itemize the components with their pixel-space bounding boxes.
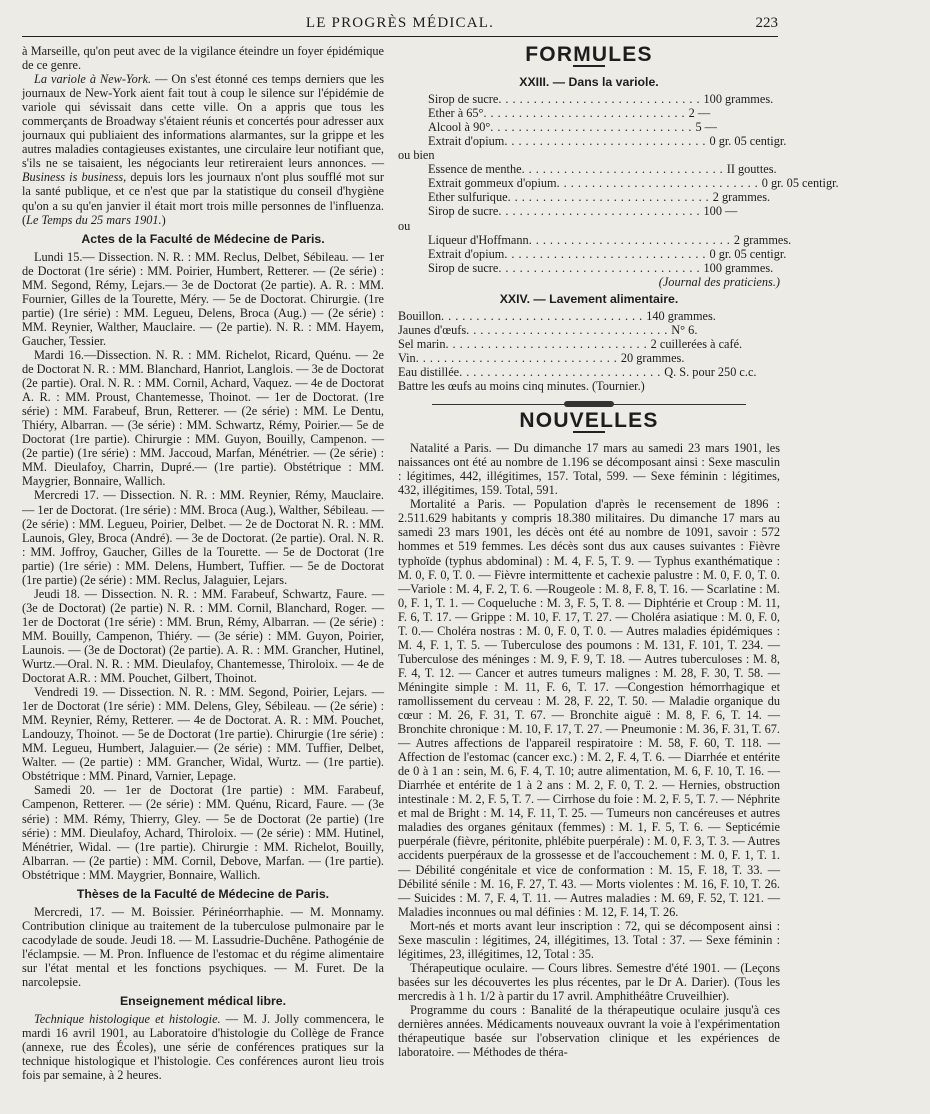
variole-text2: depuis lors les journaux n'ont plus soufflé mot sur la santé publique, et ce n'est que par la statistique du conseil d'hygiène qu'on a su qu'en janvier il était mort trois mille personnes de l'influenza. (	[22, 170, 385, 227]
variole-source: Le Temps du 25 mars 1901.	[26, 212, 162, 227]
actes-heading: Actes de la Faculté de Médecine de Paris.	[81, 231, 325, 246]
rx-line: Bouillon ............................. 140 grammes.	[398, 308, 716, 323]
rx-line: Ether à 65° ............................. 2 —	[428, 106, 711, 121]
rx-line: Vin ............................. 20 grammes.	[398, 350, 685, 365]
mortalite-text: — Population d'après le recensement de 1896 : 2.511.629 habitants y compris 18.380 militaires. Du dimanche 17 mars au samedi 23 mars 1901, les décès ont été au nombre de 1091, savoir : 572 hommes et 519 femmes. Les décès sont dus aux causes suivantes : Fièvre typhoïde (typhus abdominal) : M. 4, F. 5, T. 9. — Typhus exanthématique : M. 0, F. 0, T. 0. — Fièvre intermittente et cachexie palustre : M. 0, F. 0, T. 0. —Variole : M. 4, F. 2, T. 6. —Rougeole : M. 8, F. 8, T. 16. — Scarlatine : M. 0, F. 1, T. 1. — Coqueluche : M. 3, F. 5, T. 8. — Diphtérie et Croup : M. 11, F. 6, T. 17. — Grippe : M. 10, F. 17, T. 27. — Choléra asiatique : M. 0, F. 0, T. 0.— Choléra nostras : M. 0, F. 0, T. 0. — Autres maladies épidémiques : M. 4, F. 1, T. 5. — Tuberculose des poumons : M. 131, F. 101, T. 234. — Tuberculose des méninges : M. 9, F. 9, T. 18. — Autres tuberculoses : M. 8, F. 4, T. 12. — Cancer et autres tumeurs malignes : M. 28, F. 30, T. 58. — Méningite simple : M. 11, F. 6, T. 17. —Congestion hémorrhagique et ramollissement du cerveau : M. 28, F. 22, T. 50. — Maladie organique du cœur : M. 26, F. 31, T. 67. — Bronchite aiguë : M. 8, F. 6, T. 14. — Bronchite chronique : M. 10, F. 17, T. 27. — Pneumonie : M. 36, F. 31, T. 67. — Autres affections de l'appareil respiratoire : M. 58, F. 60, T. 118. — Affection de l'estomac (cancer exc.) : M. 2, F. 4, T. 6. — Diarrhée et entérite de 0 à 1 an : sein, M. 6, F. 4, T. 10; autre alimentation, M. 6, F. 10, T. 16. — Diarrhée et entérite de 1 à 2 ans : M. 2, F. 0, T. 2. — Hernies, obstruction intestinale : M. 2, F. 5, T. 7. — Cirrhose du foie : M. 2, F. 5, T. 7. — Néphrite et mal de Bright : M. 14, F. 11, T. 25. — Tumeurs non cancéreuses et autres maladies des organes génitaux (femmes) : M. 1, F. 5, T. 6. — Septicémie puerpérale (fièvre, péritonite, phlébite puerpérale) : M. 0, F. 3, T. 3. — Autres accidents puerpéraux de la grossesse et de l'accouchement : M. 0, F. 1, T. 1. — Débilité congénitale et vice de conformation : M. 15, F. 18, T. 33. — Débilité sénile : M. 16, F. 27, T. 43. — Morts violentes : M. 16, F. 10, T. 26. — Suicides : M. 7, F. 4, T. 11. — Autres maladies : M. 69, F. 52, T. 121. — Maladies inconnues ou mal définies : M. 12, F. 14, T. 26.	[398, 497, 780, 919]
libre-title: Technique histologique et histologie.	[34, 1012, 221, 1027]
intro-paragraph: à Marseille, qu'on peut avec de la vigilance éteindre un foyer épidémique de ce genre.	[22, 44, 384, 73]
natalite-paragraph	[398, 441, 780, 497]
rx-line: Alcool à 90° ............................. 5 —	[428, 120, 717, 135]
theses-heading: Thèses de la Faculté de Médecine de Paris.	[76, 886, 330, 901]
actes-friday: Vendredi 19. — Dissection. N. R. : MM. Segond, Poirier, Lejars. — 1er de Doctorat (1re série) : MM. Delens, Gley, Sébileau. — (2e série) : MM. Reynier, Rémy, Retterer. — 4e de Doctorat. A. R. : MM. Pouchet, Landouzy, Thoinot. — 5e de Doctorat (1re partie). Chirurgie (1re série) : MM. Legueu, Humbert, Jalaguier.— (2e série) : MM. Tuffier, Delbet, Walter. — (2e partie) : MM. Grancher, Widal, Wurtz. — (1re partie). Obstétrique : MM. Pinard, Varnier, Lepage.	[22, 685, 384, 784]
mortalite-title: Mortalité a Paris.	[410, 497, 506, 512]
programme-paragraph: Programme du cours : Banalité de la thérapeutique oculaire jusqu'à ces dernières années. Médicaments nouveaux ouvrant la voie à l'expérimentation thérapeutique basée sur l'observation clinique et les expériences de laboratoire. — Méthodes de théra-	[398, 1003, 780, 1060]
variole-title: La variole à New-York.	[34, 72, 152, 87]
rx-line: Essence de menthe ............................. II gouttes.	[428, 162, 777, 177]
mortnes-paragraph: Mort-nés et morts avant leur inscription : 72, qui se décomposent ainsi : Sexe masculin : légitimes, 24, illégitimes, 13. Total : 37. — Sexe féminin : légitimes, 23, illégitimes, 12, Total : 35.	[398, 918, 780, 961]
rx-line: Ether sulfurique ............................. 2 grammes.	[428, 190, 771, 205]
journal-title: LE PROGRÈS MÉDICAL.	[305, 15, 495, 31]
conjunction-ou: ou	[398, 218, 411, 233]
actes-tuesday: Mardi 16.—Dissection. N. R. : MM. Richelot, Ricard, Quénu. — 2e de Doctorat N. R. : MM. Blanchard, Hanriot, Langlois. — 3e de Doctorat (2e partie). Oral. N. R. : MM. Cornil, Achard, Vaquez. — 4e de Doctorat A. R. : MM. Proust, Chantemesse, Thoinot. — 1er de Doctorat. (1re série) : MM. Farabeuf, Brun, Retterer. — (2e série) : MM. Le Dentu, Thiéry, Albarran. — (3e série) : MM. Schwartz, Rémy, Poirier.— 5e de Doctorat (1re partie). Chirurgie : MM. Guyon, Bouilly, Campenon. — (2e partie) (1re série) : MM. Jaccoud, Marfan, Ménétrier. — (2e série) : MM. Dieulafoy, Charrin, Dupré.— (1re partie). Obstétrique : MM. Maygrier, Bonnaire, Wallich.	[22, 347, 384, 489]
libre-text: — M. J. Jolly commencera, le mardi 16 avril 1901, au Laboratoire d'histologie du Collège de France (annexe, rue des Écoles), une série de conférences pratiques sur la technique histologique et l'histologie. Ces conférences auront lieu trois fois par semaine, à 2 heures.	[22, 1012, 384, 1083]
variole-text: — On s'est étonné ces temps derniers que les journaux de New-York aient fait tout à coup le silence sur l'épidémie de variole qui sévissait dans cette ville. On a appris que tous les commerçants de Broadway s'étaient réunis et concertés pour adresser aux journaux qui publiaient des informations alarmantes, sur la grippe et les autres maladies contagieuses existantes, une circulaire leur notifiant que, s'ils ne se taisaient, les négociants leur retireraient leurs annonces. —	[22, 72, 384, 171]
actes-monday: Lundi 15.— Dissection. N. R. : MM. Reclus, Delbet, Sébileau. — 1er de Doctorat (1re série) : MM. Poirier, Humbert, Retterer. — (2e série) : MM. Segond, Rémy, Lejars.— 3e de Doctorat (2e partie). A. R. : MM. Fournier, Gilles de la Tourette, Méry. — 5e de Doctorat. Chirurgie. (1re partie) (1re série) : MM. Legueu, Delens, Broca (Aug.) — (2e série) : MM. Reynier, Walther, Mauclaire. — (2e partie). N. R. : MM. Hayem, Gaucher, Tessier.	[22, 249, 384, 348]
variole-paragraph	[22, 72, 384, 227]
left-column	[22, 44, 384, 1104]
header-rule	[22, 36, 778, 37]
formula-xxiii-source: (Journal des praticiens.)	[658, 274, 780, 289]
natalite-title: Natalité a Paris.	[410, 441, 492, 456]
rx-line: Sirop de sucre ............................. 100 —	[428, 204, 738, 219]
therapeutique-paragraph	[398, 961, 780, 1003]
formula-xxiv-heading: XXIV. — Lavement alimentaire.	[499, 291, 679, 306]
variole-quote: Business is business,	[22, 170, 127, 185]
rx-line: Extrait d'opium ............................. 0 gr. 05 centigr.	[428, 134, 787, 149]
rx-line: Jaunes d'œufs ............................. N° 6.	[398, 322, 698, 337]
actes-thursday: Jeudi 18. — Dissection. N. R. : MM. Farabeuf, Schwartz, Faure. — (3e de Doctorat) (2e partie) N. R. : MM. Cornil, Blanchard, Roger. — 1er de Doctorat (1re série) : MM. Brun, Rémy, Albarran. — (2e série) : MM. Bouilly, Campenon, Thiéry. — (3e série) : MM. Guyon, Poirier, Launois. — (3e de Doctorat) (2e partie). A. R. : MM. Grancher, Hutinel, Wurtz.—Oral. N. R. : MM. Dieulafoy, Chantemesse, Thiroloix. — 4e de Doctorat A.R. : MM. Pouchet, Gilbert, Thoinot.	[22, 586, 384, 686]
mortalite-paragraph	[398, 497, 780, 918]
nouvelles-title: NOUVELLES	[519, 409, 659, 433]
right-column	[398, 43, 839, 1104]
rx-line: Sirop de sucre ............................. 100 grammes.	[428, 92, 774, 107]
formula-xxiii-heading: XXIII. — Dans la variole.	[519, 75, 659, 90]
libre-heading: Enseignement médical libre.	[119, 994, 287, 1009]
actes-wednesday: Mercredi 17. — Dissection. N. R. : MM. Reynier, Rémy, Mauclaire. — 1er de Doctorat. (1re série) : MM. Broca (Aug.), Walther, Sébileau. — (2e série) : MM. Legueu, Poirier, Delbet. — 2e de Doctorat N. R. : MM. Launois, Gley, Broca (André). — 3e de Doctorat. (2e partie). Oral. N. R. : MM. Joffroy, Gaucher, Gilles de la Tourette. — 5e de Doctorat (1re partie) (1re série) : MM. Delens, Humbert, Tuffier. — 5e de Doctorat (1re partie) (2e série) : MM. Reclus, Jalaguier, Lejars.	[22, 488, 384, 587]
rx-line: Extrait gommeux d'opium ............................. 0 gr. 05 centigr.	[428, 176, 839, 191]
rx-line: Eau distillée ............................. Q. S. pour 250 c.c.	[398, 364, 757, 379]
actes-saturday: Samedi 20. — 1er de Doctorat (1re partie) : MM. Farabeuf, Campenon, Retterer. — (2e série) : MM. Quénu, Ricard, Faure. — (3e série) : MM. Rémy, Thierry, Gley. — 5e de Doctorat (2e partie) (1re série) : MM. Dieulafoy, Achard, Thiroloix. — (2e série) : MM. Hutinel, Ménétrier, Widal. — (1re partie). Chirurgie : MM. Richelot, Bouilly, Albarran. — (2e partie) : MM. Cornil, Debove, Marfan. — (1re partie). Obstétrique : MM. Maygrier, Bonnaire, Wallich.	[22, 783, 384, 882]
running-header	[0, 15, 800, 35]
natalite-text: — Du dimanche 17 mars au samedi 23 mars 1901, les naissances ont été au nombre de 1.196 se décomposant ainsi : Sexe masculin : légitimes, 442, illégitimes, 157. Total, 599. — Sexe féminin : légitimes, 432, illégitimes, 159. Total, 591.	[398, 441, 780, 498]
rx-line: Extrait d'opium ............................. 0 gr. 05 centigr.	[428, 246, 787, 261]
formula-xxiv-note: Battre les œufs au moins cinq minutes. (Tournier.)	[398, 379, 645, 394]
therapeutique-text: — Cours libres. Semestre d'été 1901. — (Leçons basées sur les découvertes les plus récentes, par le Dr A. Darier). (Tous les mercredis à 1 h. 1/2 à partir du 17 avril. Amphithéâtre Cruveilhier).	[398, 960, 780, 1003]
section-ornament	[432, 400, 746, 410]
rx-line: Liqueur d'Hoffmann ............................. 2 grammes.	[428, 232, 792, 247]
conjunction-ou-bien: ou bien	[398, 148, 435, 163]
rx-line: Sel marin ............................. 2 cuillerées à café.	[398, 336, 743, 351]
rx-line: Sirop de sucre ............................. 100 grammes.	[428, 260, 774, 275]
variole-close: )	[161, 212, 166, 227]
theses-paragraph: Mercredi, 17. — M. Boissier. Périnéorrhaphie. — M. Monnamy. Contribution clinique au traitement de la tuberculose pulmonaire par le cacodylade de soude. Jeudi 18. — M. Lassudrie-Duchêne. Pathogénie de l'éclampsie. — M. Pron. Influence de l'estomac et du régime alimentaire sur l'état mental et les fonctions psychiques. — M. Furet. De la narcolepsie.	[22, 904, 384, 990]
page-number: 223	[755, 15, 778, 31]
formules-title: FORMULES	[525, 43, 653, 66]
therapeutique-title: Thérapeutique oculaire.	[410, 960, 528, 975]
libre-paragraph	[22, 1012, 384, 1082]
